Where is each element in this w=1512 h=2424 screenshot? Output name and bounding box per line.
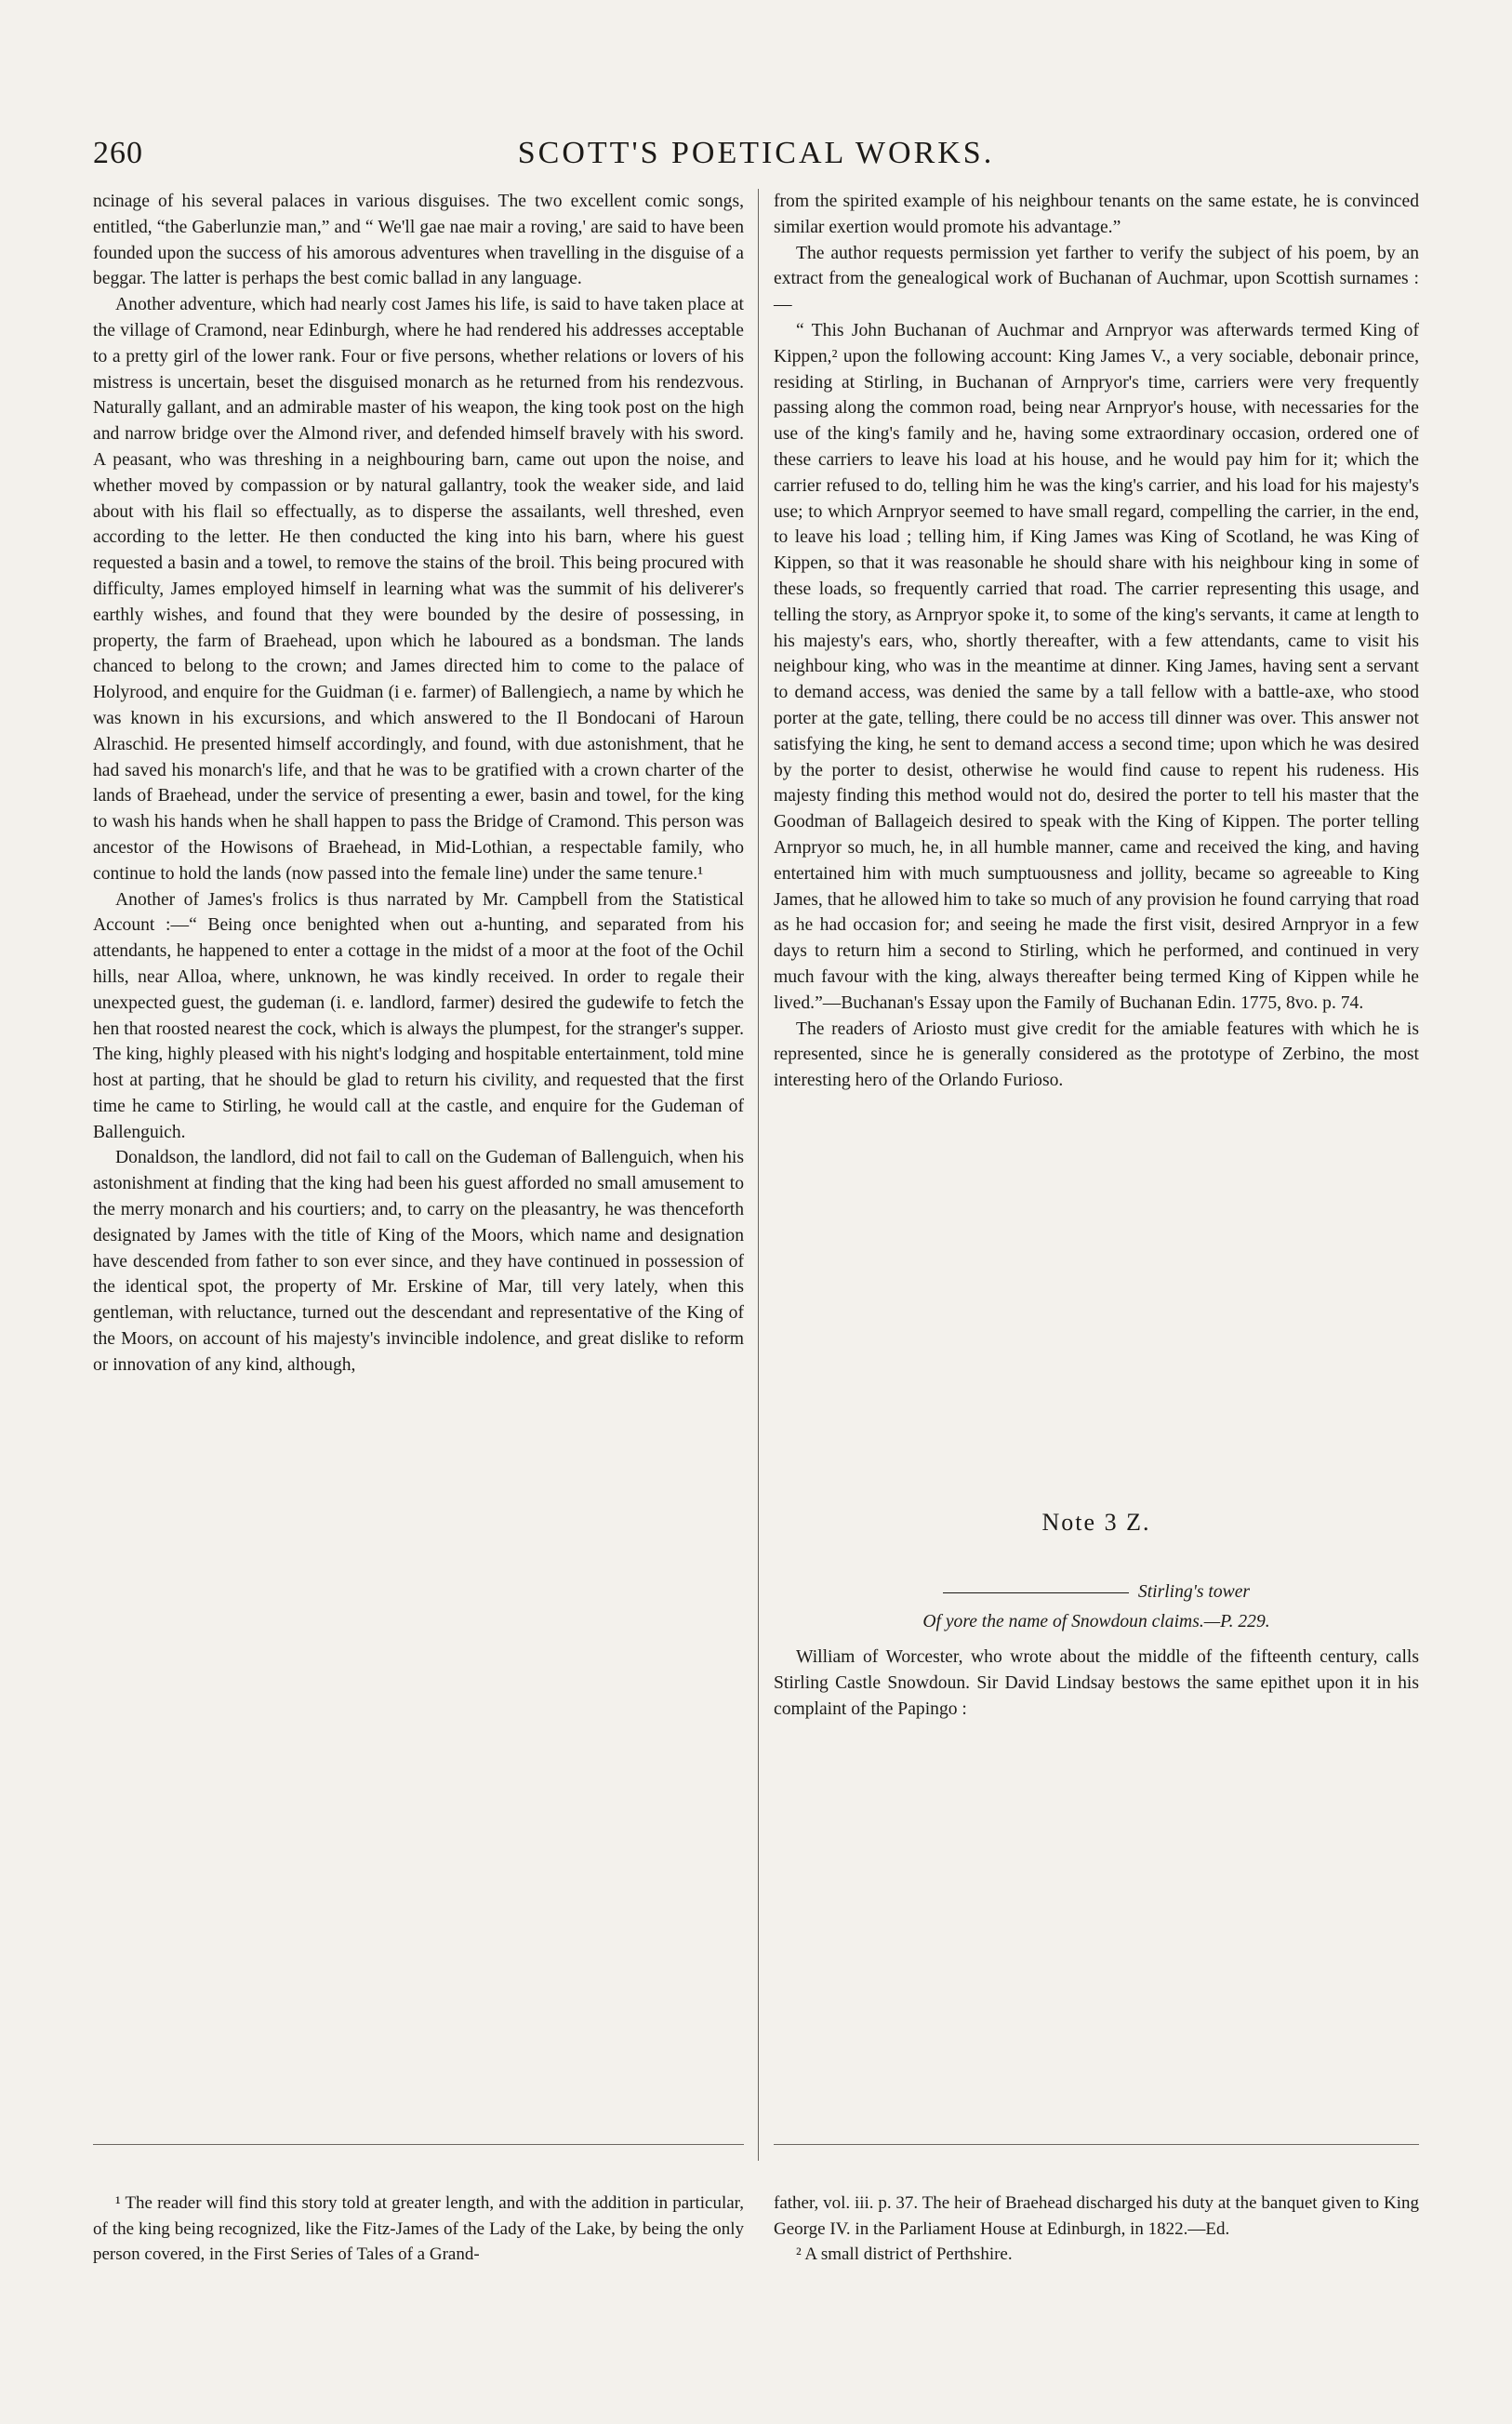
paragraph: ncinage of his several palaces in various disguises. The two excellent comic songs, entitled, “the Gaberlunzie man,” and “ We'll gae nae mair a roving,' are said to have been founded upon the success of his amorous adventures when travelling in the disguise of a beggar. The latter is perhaps the best comic ballad in any language.	[93, 192, 744, 289]
paragraph: The author requests permission yet farther to verify the subject of his poem, by an extract from the genealogical work of Buchanan of Auchmar, upon Scottish surnames :—	[774, 243, 1419, 315]
left-column	[93, 189, 744, 1378]
footnote-rule-right	[774, 2144, 1419, 2145]
column-divider	[758, 189, 759, 2161]
paragraph: William of Worcester, who wrote about the middle of the fifteenth century, calls Stirling Castle Snowdoun. Sir David Lindsay bestows the same epithet upon it in his complaint of the Papingo :	[774, 1647, 1419, 1719]
note-heading: Note 3 Z.	[1041, 1509, 1151, 1536]
footnotes-right	[774, 2191, 1419, 2268]
epigraph-dash	[943, 1592, 1129, 1593]
note-epigraph	[774, 1578, 1419, 1637]
running-title: SCOTT'S POETICAL WORKS.	[517, 136, 995, 170]
footnote-rule-left	[93, 2144, 744, 2145]
page-header	[93, 136, 1419, 173]
paragraph: Donaldson, the landlord, did not fail to call on the Gudeman of Ballenguich, when his astonishment at finding that the king had been his guest afforded no small amusement to the merry monarch and his courtiers; and, to carry on the pleasantry, he was thenceforth designated by James with the title of King of the Moors, which name and designation have descended from father to son ever since, and they have continued in possession of the identical spot, the property of Mr. Erskine of Mar, till very lately, when this gentleman, with reluctance, turned out the descendant and representative of the King of the Moors, on account of his majesty's invincible indolence, and great dislike to reform or innovation of any kind, although,	[93, 1148, 744, 1375]
note-body	[774, 1645, 1419, 1722]
footnotes-left	[93, 2191, 744, 2268]
footnote: father, vol. iii. p. 37. The heir of Braehead discharged his duty at the banquet given to King George IV. in the Parliament House at Edinburgh, in 1822.—Ed.	[774, 2193, 1419, 2239]
paragraph: “ This John Buchanan of Auchmar and Arnpryor was afterwards termed King of Kippen,² upon the following account: King James V., a very sociable, debonair prince, residing at Stirling, in Buchanan of Arnpryor's time, carriers were very frequently passing along the common road, being near Arnpryor's house, with necessaries for the use of the king's family and he, having some extraordinary occasion, ordered one of these carriers to leave his load at his house, and he would pay him for it; which the carrier refused to do, telling him he was the king's carrier, and his load for his majesty's use; to which Arnpryor seemed to have small regard, compelling the carrier, in the end, to leave his load ; telling him, if King James was King of Scotland, he was King of Kippen, so that it was reasonable he should share with his neighbour king in some of these loads, so frequently carried that road. The carrier representing this usage, and telling the story, as Arnpryor spoke it, to some of the king's servants, it came at length to his majesty's ears, who, shortly thereafter, with a few attendants, came to visit his neighbour king, who was in the meantime at dinner. King James, having sent a servant to demand access, was denied the same by a tall fellow with a battle-axe, who stood porter at the gate, telling, there could be no access till dinner was over. This answer not satisfying the king, he sent to demand access a second time; upon which he was desired by the porter to desist, otherwise he would find cause to repent his rudeness. His majesty finding this method would not do, desired the porter to tell his master that the Goodman of Ballageich desired to speak with the King of Kippen. The porter telling Arnpryor so much, he, in all humble manner, came and received the king, and having entertained him with much sumptuousness and jollity, became so agreeable to King James, that he allowed him to take so much of any provision he found carrying that road as he had occasion for; and seeing he made the first visit, desired Arnpryor in a few days to return him a second to Stirling, which he performed, and continued in very much favour with the king, always thereafter being termed King of Kippen while he lived.”—Buchanan's Essay upon the Family of Buchanan Edin. 1775, 8vo. p. 74.	[774, 320, 1419, 1013]
epigraph-line: Of yore the name of Snowdoun claims.—P. 229.	[922, 1612, 1270, 1632]
epigraph-line: Stirling's tower	[1137, 1582, 1251, 1602]
paragraph: Another of James's frolics is thus narrated by Mr. Campbell from the Statistical Account :—“ Being once benighted when out a-hunting, and separated from his attendants, he happened to enter a cottage in the midst of a moor at the foot of the Ochil hills, near Alloa, where, unknown, he was kindly received. In order to regale their unexpected guest, the gudeman (i. e. landlord, farmer) desired the gudewife to fetch the hen that roosted nearest the cock, which is always the plumpest, for the stranger's supper. The king, highly pleased with his night's lodging and hospitable entertainment, told mine host at parting, that he should be glad to return his civility, and requested that the first time he came to Stirling, he would call at the castle, and enquire for the Gudeman of Ballenguich.	[93, 889, 744, 1142]
paragraph: The readers of Ariosto must give credit for the amiable features with which he is represented, since he is generally considered as the prototype of Zerbino, the most interesting hero of the Orlando Furioso.	[774, 1019, 1419, 1091]
paragraph: Another adventure, which had nearly cost James his life, is said to have taken place at the village of Cramond, near Edinburgh, where he had rendered his addresses acceptable to a pretty girl of the lower rank. Four or five persons, whether relations or lovers of his mistress is uncertain, beset the disguised monarch as he returned from his rendezvous. Naturally gallant, and an admirable master of his weapon, the king took post on the high and narrow bridge over the Almond river, and defended himself bravely with his sword. A peasant, who was threshing in a neighbouring barn, came out upon the noise, and whether moved by compassion or by natural gallantry, took the weaker side, and laid about with his flail so effectually, as to disperse the assailants, well threshed, even according to the letter. He then conducted the king into his barn, where his guest requested a basin and a towel, to remove the stains of the broil. This being procured with difficulty, James employed himself in learning what was the summit of his deliverer's earthly wishes, and found that they were bounded by the desire of possessing, in property, the farm of Braehead, upon which he laboured as a bondsman. The lands chanced to belong to the crown; and James directed him to come to the palace of Holyrood, and enquire for the Guidman (i e. farmer) of Ballengiech, a name by which he was known in his excursions, and which answered to the Il Bondocani of Haroun Alraschid. He presented himself accordingly, and found, with due astonishment, that he had saved his monarch's life, and that he was to be gratified with a crown charter of the lands of Braehead, under the service of presenting a ewer, basin and towel, for the king to wash his hands when he shall happen to pass the Bridge of Cramond. This person was ancestor of the Howisons of Braehead, in Mid-Lothian, a respectable family, who continue to hold the lands (now passed into the female line) under the same tenure.¹	[93, 295, 744, 884]
paragraph: from the spirited example of his neighbour tenants on the same estate, he is convinced similar exertion would promote his advantage.”	[774, 192, 1419, 237]
footnote: ¹ The reader will find this story told at greater length, and with the addition in particular, of the king being recognized, like the Fitz-James of the Lady of the Lake, by being the only person covered, in the First Series of Tales of a Grand-	[93, 2193, 744, 2264]
page-number: 260	[93, 136, 143, 170]
right-column	[774, 189, 1419, 1094]
footnote: ² A small district of Perthshire.	[796, 2244, 1013, 2264]
